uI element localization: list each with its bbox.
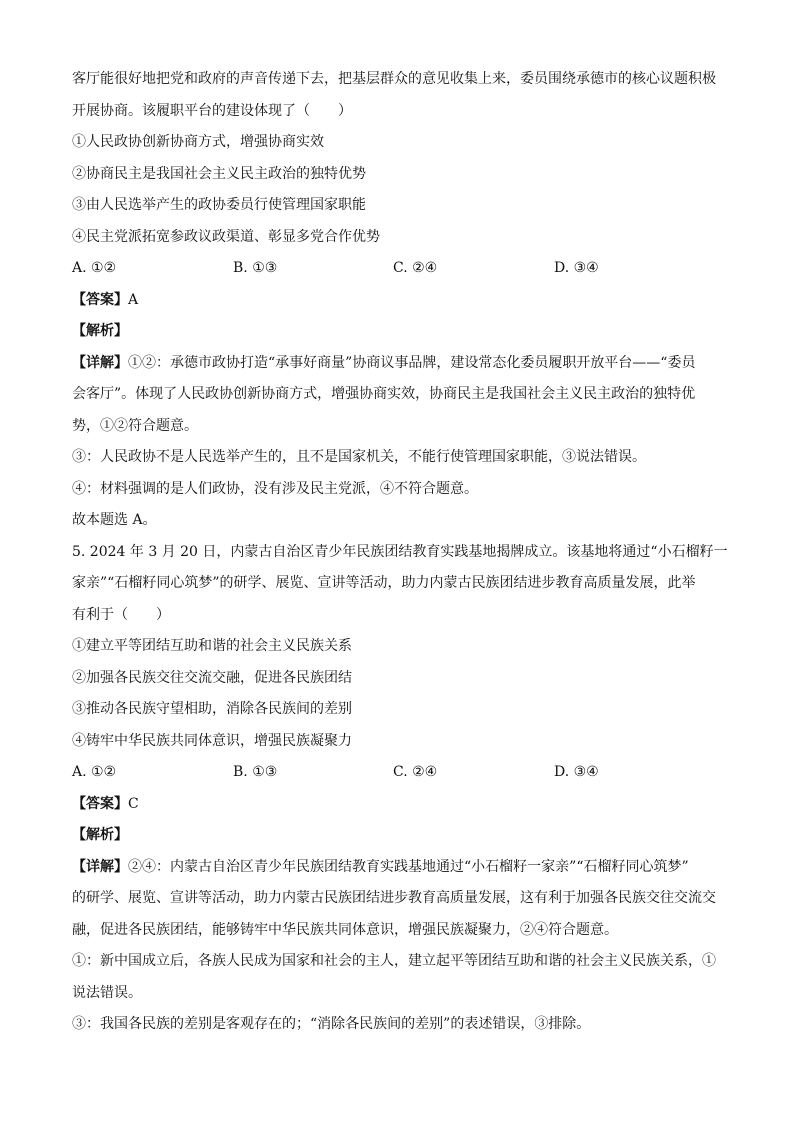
q5-detail-line-3: 融，促进各民族团结，能够铸牢中华民族共同体意识，增强民族凝聚力，②④符合题意。 [72, 921, 618, 938]
q4-detail-line-4: ③：人民政协不是人民选举产生的，且不是国家机关，不能行使管理国家职能，③说法错误。 [72, 449, 646, 465]
q5-stem-line-3: 有利于（ ） [72, 606, 170, 623]
q5-statement-2: ②加强各民族交往交流交融，促进各民族团结 [72, 669, 352, 686]
q5-detail-line-4: ①：新中国成立后，各族人民成为国家和社会的主人，建立起平等团结互助和谐的社会主义民族关系，① [72, 953, 716, 969]
q4-stem-line-2: 开展协商。该履职平台的建设体现了（ ） [72, 102, 352, 119]
q4-statement-2: ②协商民主是我国社会主义民主政治的独特优势 [72, 165, 366, 182]
q5-detail-text-1: ②④：内蒙古自治区青少年民族团结教育实践基地通过“小石榴籽一家亲”“石榴籽同心筑梦” [128, 858, 689, 875]
q5-analysis [72, 820, 728, 852]
q4-option-d: D. ③④ [554, 260, 599, 276]
q4-analysis [72, 316, 728, 348]
q4-detail-line-3: 势，①②符合题意。 [72, 417, 198, 434]
q4-detail-line-2: 会客厅”。体现了人民政协创新协商方式，增强协商实效，协商民主是我国社会主义民主政治的独特优 [72, 386, 696, 402]
q5-analysis-tag: 【解析】 [72, 827, 128, 843]
q5-detail-line-2: 的研学、展览、宣讲等活动，助力内蒙古民族团结进步教育高质量发展，这有利于加强各民族交往交流交 [72, 890, 716, 906]
q4-answer [72, 285, 728, 317]
q4-option-a: A. ①② [72, 260, 117, 276]
q4-options [72, 253, 728, 285]
document-page [72, 64, 728, 1041]
q5-answer-value: C [128, 795, 139, 812]
q4-detail-tag: 【详解】 [72, 354, 128, 371]
q4-option-c: C. ②④ [393, 260, 438, 276]
q5-detail-tag: 【详解】 [72, 858, 128, 875]
q5-options [72, 757, 728, 789]
q4-statement-1: ①人民政协创新协商方式，增强协商实效 [72, 134, 324, 150]
q4-answer-tag: 【答案】 [72, 291, 128, 308]
q5-option-a: A. ①② [72, 764, 117, 780]
q4-statement-3: ③由人民选举产生的政协委员行使管理国家职能 [72, 197, 366, 213]
q4-detail-text-1: ①②：承德市政协打造“承事好商量”协商议事品牌，建设常态化委员履职开放平台——“委员 [128, 354, 696, 371]
q4-statement-4: ④民主党派拓宽参政议政渠道、彰显多党合作优势 [72, 228, 380, 245]
q4-detail-line-1 [72, 348, 728, 380]
q5-statement-4: ④铸牢中华民族共同体意识，增强民族凝聚力 [72, 732, 352, 749]
q5-statement-1: ①建立平等团结互助和谐的社会主义民族关系 [72, 638, 352, 654]
q4-option-b: B. ①③ [233, 260, 278, 276]
q5-stem-line-2: 家亲”“石榴籽同心筑梦”的研学、展览、宣讲等活动，助力内蒙古民族团结进步教育高质量发展，此举 [72, 575, 696, 591]
q5-detail-line-1 [72, 852, 728, 884]
q5-statement-3: ③推动各民族守望相助，消除各民族间的差别 [72, 701, 352, 717]
q4-answer-value: A [128, 291, 139, 308]
q5-option-d: D. ③④ [554, 764, 599, 780]
q5-answer [72, 789, 728, 821]
q4-analysis-tag: 【解析】 [72, 323, 128, 339]
q4-detail-line-5: ④：材料强调的是人们政协，没有涉及民主党派，④不符合题意。 [72, 480, 478, 497]
q5-answer-tag: 【答案】 [72, 795, 128, 812]
q5-option-b: B. ①③ [233, 764, 278, 780]
q4-detail-line-6: 故本题选 A。 [72, 512, 157, 528]
q5-stem-line-1: 5. 2024 年 3 月 20 日，内蒙古自治区青少年民族团结教育实践基地揭牌成立。该基地将通过“小石榴籽一 [72, 543, 728, 560]
q5-option-c: C. ②④ [393, 764, 438, 780]
q5-detail-line-5: 说法错误。 [72, 984, 142, 1001]
q5-detail-line-6: ③：我国各民族的差别是客观存在的；“消除各民族间的差别”的表述错误，③排除。 [72, 1016, 591, 1032]
q4-stem-line-1: 客厅能很好地把党和政府的声音传递下去，把基层群众的意见收集上来，委员围绕承德市的核心议题积极 [72, 71, 716, 87]
